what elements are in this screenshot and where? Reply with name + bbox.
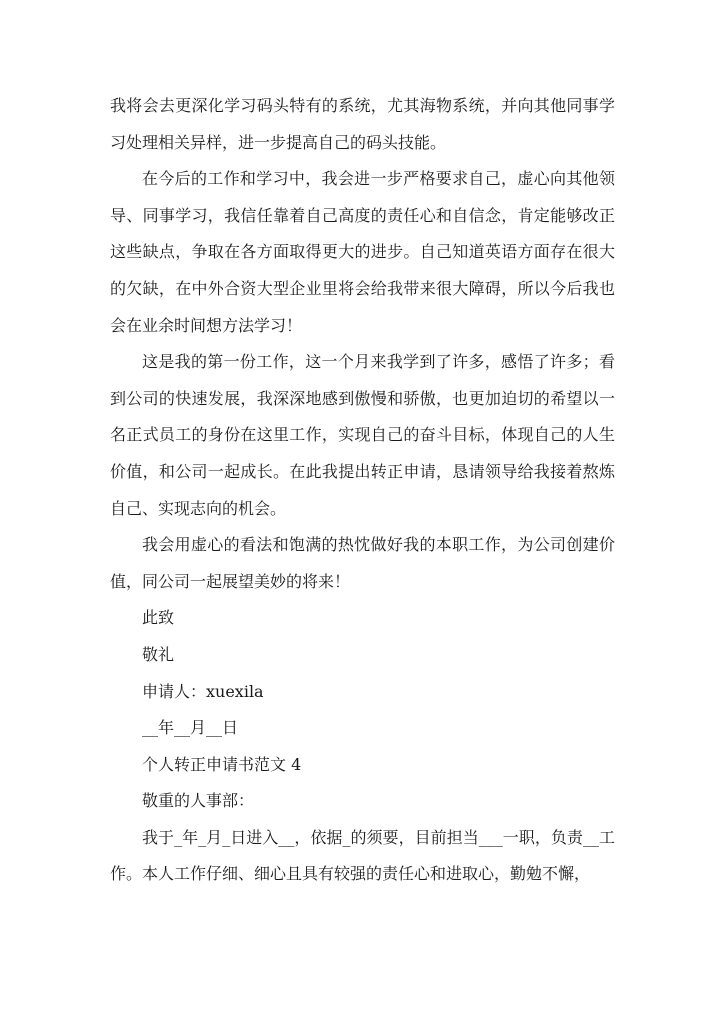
paragraph-first-job: 这是我的第一份工作，这一个月来我学到了许多，感悟了许多；看到公司的快速发展，我深深地感到傲慢和骄傲，也更加迫切的希望以一名正式员工的身份在这里工作，实现自己的奋斗目标，体现自己的人生价值，和公司一起成长。在此我提出转正申请，恳请领导给我接着熬炼自己、实现志向的机会。	[110, 352, 615, 518]
document-body	[110, 88, 615, 893]
date-line: __年__月__日	[142, 718, 239, 738]
salutation: 敬重的人事部：	[142, 791, 255, 811]
closing-jingli: 敬礼	[142, 644, 175, 664]
paragraph-future-work: 在今后的工作和学习中，我会进一步严格要求自己，虚心向其他领导、同事学习，我信任靠着自己高度的责任心和自信念，肯定能够改正这些缺点，争取在各方面取得更大的进步。自己知道英语方面存在很大的欠缺，在中外合资大型企业里将会给我带来很大障碍，所以今后我也会在业余时间想方法学习！	[110, 169, 615, 335]
paragraph-intro: 我于_年_月_日进入__，依据_的须要，目前担当___一职，负责__工作。本人工作仔细、细心且具有较强的责任心和进取心，勤勉不懈，	[110, 827, 615, 884]
closing-cizhi: 此致	[142, 608, 175, 628]
paragraph-commitment: 我会用虚心的看法和饱满的热忱做好我的本职工作，为公司创建价值，同公司一起展望美妙的将来！	[110, 535, 615, 591]
applicant-line: 申请人：xuexila	[142, 681, 264, 701]
section-title: 个人转正申请书范文 4	[142, 754, 302, 774]
paragraph-continuation: 我将会去更深化学习码头特有的系统，尤其海物系统，并向其他同事学习处理相关异样，进一步提高自己的码头技能。	[110, 96, 615, 152]
